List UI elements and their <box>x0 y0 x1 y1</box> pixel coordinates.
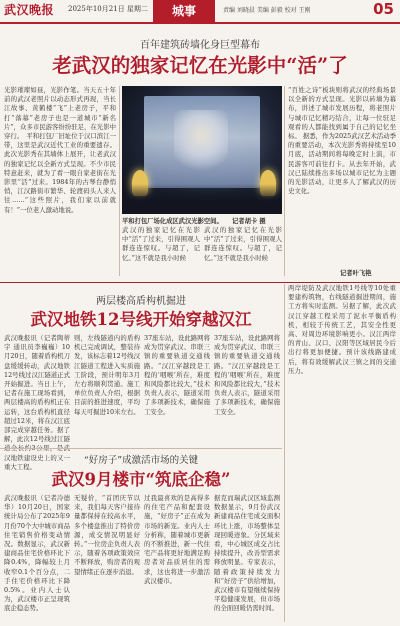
story1-col2: 武汉的独家记忆在光影中“活”了过来，引得围观人群连连惊叹。与超了，记忆。”这不就是我小时候 <box>122 226 200 262</box>
section-rule <box>0 282 400 283</box>
newspaper-logo: 武汉晚报 <box>4 3 55 17</box>
story1-col1: 光影璀璨如昼，光影作笔。当天五十年前的武汉老照片以动态形式再现，当长江故事、黄鹤楼“飞”上老房子，平和打“落幕”老房子也是一道城市“新名片”，众多市民游客纷纷驻足，在光影中穿行。 平和打包厂旧址位于汉口滨江一带，这里是武汉近代工业的重要遗存。此次光影秀在其墙体上展开，让老武汉的独家记忆以全新方式呈现。不少市民特意赶来，就为了看一眼自家老街在光影里“活”过来。1984年的古琴台静悄悄，江汉路街市繁华、轮渡码头人来人往……“这些照片，我们家以前就有！”一位老人激动地说。 <box>4 86 116 214</box>
issue-date: 2025年10月21日 星期二 <box>68 5 148 13</box>
masthead <box>0 0 400 22</box>
story3-col2: 无疑价，“首团庆节以来，我们每天客户接待量都保持在较高水平，多个楼盘推出了特价房源，成交情况明显好转。”一位房企负责人表示，随着各项政策效应不断释放，购房者的观望情绪正在逐步消退。 <box>74 494 140 576</box>
column-divider <box>284 284 285 622</box>
reporter-credit: 记者叶飞艳 <box>340 270 372 277</box>
story3-headline: 武汉9月楼市“筑底企稳” <box>51 470 231 489</box>
story3-col3: 过我最喜欢的是高得多的住宅产品和配套设施，“好房子”正在成为市场的新宠。业内人士分析称，随着城市更新的不断推进，新一代住宅产品将更好地满足购房者对品质居住的需求，这也将进一步激活武汉楼市。 <box>144 494 210 585</box>
story3-kicker: “好房子”成激活市场的关键 <box>83 455 199 466</box>
story2-kicker: 两层楼高盾构机掘进 <box>96 296 186 307</box>
story1-col2b: 武汉的独家记忆在光影中“活”了过来，引得围观人群连连惊叹。与超了，记忆。”这不就是我小时候 <box>204 226 282 262</box>
photo-caption: 平和打包厂场化成区武汉光影空间。 <box>122 218 223 225</box>
story2-col3b: 37座车站，设此路网将成为贯穿武汉、串联三镇的重要轨道交通线路。“汉江穿越段是工程的‘咽喉’所在，难度和风险都比较大，”技术负责人表示，隧道采用了多项新技术，确保施工安全。 <box>214 334 280 416</box>
story2-col1: 武汉晚报讯（记者陶蒂宇 通讯员李巍巍）10月20日，随着盾构机刀盘缓缓转动，武汉地铁12号线过汉江隧道正式开始掘进。当日上午，记者在施工现场看到，两层楼高的盾构机正在运转，这台盾构机直径超过12米，将在汉江底部完成穿越任务。据了解，此次12号线过江隧 汉地铁建设史上的又一重大工程。 <box>4 334 70 471</box>
section-tag: 城事 <box>153 0 215 22</box>
story1-kicker: 百年建筑砖墙化身巨型幕布 <box>140 40 260 51</box>
story2-col3: 37座车站，设此路网将成为贯穿武汉、串联三镇的重要轨道交通线路。“汉江穿越段是工程的‘咽喉’所在，难度和风险都比较大，”技术负责人表示，隧道采用了多项新技术，确保施工安全。 <box>144 334 210 416</box>
column-divider <box>119 86 120 276</box>
story2-col4: 两岸堤防及武汉地铁1号线等10处重要建构筑物，右线隧道掘进期间，施工方将实时监测。另据了解，此次武汉江穿越工程采用了泥水平衡盾构机，相较于传统工艺，其安全性更高、对周边环境影响更小。汉江两岸的青山、汉口、汉阳等区域居民今后出行将更加便捷。预计该线路建成后，将有效缓解武汉三镇之间的交通压力。 <box>288 284 396 375</box>
story3-col1: 武汉晚报讯（记者冷德华）10月20日，国家统计局公布了2025年9月份70个大中城市商品住宅销售价格变动情况。数据显示，武汉新建商品住宅价格环比下降0.4%，降幅较上月收窄0.1个百分点，二手住宅价格环比下降0.5%。业内人士认为，武汉楼市正呈现筑底企稳态势。 <box>4 494 70 613</box>
story1-col3: “百姓之诗”板块则将武汉的经典场景以全新的方式呈现。光影以砖墙为幕布，讲述了城市发展历程，将老照片与城市记忆精巧结合，让每一位驻足观看的人都能找到属于自己的记忆坐标。 据悉，作为2025武汉艺术活动季的重要活动，本次光影秀将持续至10月底，活动期间将每晚定时上演，市民游客可前往打卡。从去年开始，武汉已陆续推出多场以城市记忆为主题的光影活动，让更多人了解武汉的历史文化。 <box>288 86 396 196</box>
section-rule <box>0 448 282 449</box>
story1-photo <box>122 86 282 214</box>
editor-credits: 责编 刘晓晨 美编 彭毅 校对 王刚 <box>223 7 311 14</box>
header-rule <box>0 22 400 24</box>
story1-headline: 老武汉的独家记忆在光影中“活”了 <box>52 54 348 77</box>
story2-headline: 武汉地铁12号线开始穿越汉江 <box>30 310 252 329</box>
column-divider <box>284 86 285 276</box>
page-number: 05 <box>373 0 394 18</box>
story3-col4: 据克而瑞武汉区域监测数据显示，9月份武汉新建商品住宅成交面积环比上涨，市场整体呈现回暖迹象。分区域来看，中心城区成交占比持续提升，改善型需求释放明显。专家表示，随着政策持续发力和“好房子”供给增加，武汉楼市有望继续保持平稳健康发展，但市场的全面回暖仍需时间。 <box>214 494 280 613</box>
crowd-silhouette <box>122 184 282 214</box>
photo-credit: 记者胡卡 摄 <box>232 218 266 225</box>
story2-col2: 则，左线隧道内的盾构机已完成调试，整装待发，该标志着12号线汉江隧道工程进入实质施工阶段，预计明年3月左右将顺利贯通。施工单位负责人介绍，根据目前的推进速度，平均每天可掘进10米左右。 <box>74 334 140 416</box>
projection-wall <box>144 96 260 188</box>
